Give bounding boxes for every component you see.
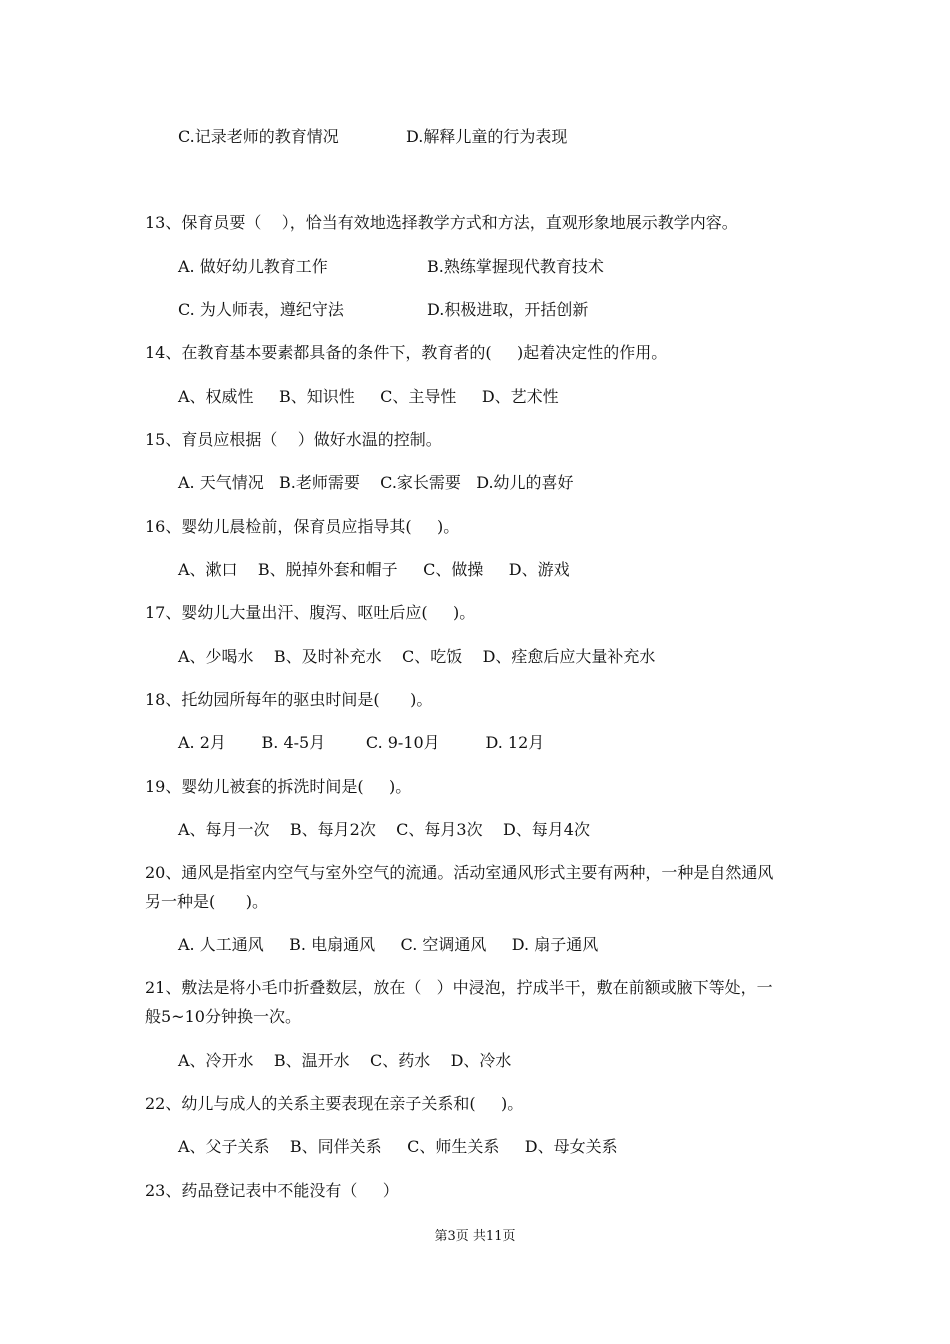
option-d: D.解释儿童的行为表现 bbox=[406, 127, 568, 146]
question-22: 22、幼儿与成人的关系主要表现在亲子关系和( )。 bbox=[145, 1094, 524, 1113]
question-14: 14、在教育基本要素都具备的条件下，教育者的( )起着决定性的作用。 bbox=[145, 343, 668, 362]
question-16: 16、婴幼儿晨检前，保育员应指导其( )。 bbox=[145, 517, 460, 536]
question-13-option-b: B.熟练掌握现代教育技术 bbox=[427, 257, 604, 276]
question-17-options: A、少喝水 B、及时补充水 C、吃饭 D、痊愈后应大量补充水 bbox=[178, 647, 656, 666]
question-13-option-c: C. 为人师表，遵纪守法 bbox=[178, 300, 344, 319]
option-c: C.记录老师的教育情况 bbox=[178, 127, 339, 146]
question-14-options: A、权威性 B、知识性 C、主导性 D、艺术性 bbox=[178, 387, 559, 406]
question-17: 17、婴幼儿大量出汗、腹泻、呕吐后应( )。 bbox=[145, 603, 476, 622]
page-footer: 第3页 共11页 bbox=[434, 1229, 516, 1244]
question-18: 18、托幼园所每年的驱虫时间是( )。 bbox=[145, 690, 433, 709]
question-21: 21、敷法是将小毛巾折叠数层，放在（ ）中浸泡，拧成半干，敷在前额或腋下等处，一 bbox=[145, 978, 773, 997]
question-13-option-a: A. 做好幼儿教育工作 bbox=[178, 257, 328, 276]
question-15: 15、育员应根据（ ）做好水温的控制。 bbox=[145, 430, 442, 449]
question-22-options: A、父子关系 B、同伴关系 C、师生关系 D、母女关系 bbox=[178, 1137, 618, 1156]
question-21-continued: 般5~10分钟换一次。 bbox=[145, 1007, 301, 1026]
question-18-options: A. 2月 B. 4-5月 C. 9-10月 D. 12月 bbox=[178, 733, 545, 752]
question-20-continued: 另一种是( )。 bbox=[145, 892, 269, 911]
question-13-option-d: D.积极进取，开括创新 bbox=[427, 300, 589, 319]
question-19: 19、婴幼儿被套的拆洗时间是( )。 bbox=[145, 777, 412, 796]
question-19-options: A、每月一次 B、每月2次 C、每月3次 D、每月4次 bbox=[178, 820, 590, 839]
question-20: 20、通风是指室内空气与室外空气的流通。活动室通风形式主要有两种，一种是自然通风 bbox=[145, 863, 774, 882]
question-21-options: A、冷开水 B、温开水 C、药水 D、冷水 bbox=[178, 1051, 512, 1070]
question-15-options: A. 天气情况 B.老师需要 C.家长需要 D.幼儿的喜好 bbox=[178, 473, 574, 492]
question-20-options: A. 人工通风 B. 电扇通风 C. 空调通风 D. 扇子通风 bbox=[178, 935, 599, 954]
question-23: 23、药品登记表中不能没有（ ） bbox=[145, 1181, 399, 1200]
question-16-options: A、漱口 B、脱掉外套和帽子 C、做操 D、游戏 bbox=[178, 560, 570, 579]
question-13: 13、保育员要（ ），恰当有效地选择教学方式和方法，直观形象地展示教学内容。 bbox=[145, 213, 738, 232]
